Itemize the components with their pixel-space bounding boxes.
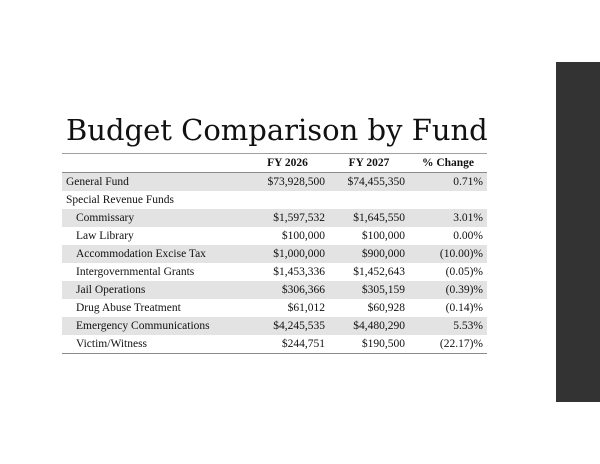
fy2027-value: $1,452,643 [353,266,405,278]
percent-change-value: (10.00)% [409,245,487,263]
fy2027-value: $4,480,290 [329,317,409,335]
fy2027-value [329,191,409,209]
fy2027-value: $100,000 [361,230,405,242]
page-title: Budget Comparison by Fund [66,113,488,147]
fy2027-value: $190,500 [329,335,409,354]
percent-change-value: (0.14)% [445,302,483,314]
fy2027-value: $60,928 [367,302,405,314]
fund-name: Jail Operations [62,281,246,299]
fy2026-value: $1,000,000 [246,245,329,263]
fund-name: General Fund [62,173,246,192]
fy2026-value: $1,597,532 [246,209,329,227]
table-row [62,263,487,281]
fy2026-value: $306,366 [246,281,329,299]
percent-change-value: (0.39)% [409,281,487,299]
fy2026-value: $100,000 [281,230,325,242]
table-row [62,227,487,245]
table-row [62,173,487,192]
fy2027-value: $305,159 [329,281,409,299]
percent-change-value: (22.17)% [409,335,487,354]
table-header-row [62,154,487,173]
side-accent-bar [556,62,600,402]
fund-name: Intergovernmental Grants [76,266,195,278]
percent-change-value: 0.71% [409,173,487,192]
table-row [62,335,487,354]
fund-name: Accommodation Excise Tax [62,245,246,263]
fy2026-value: $73,928,500 [246,173,329,192]
fy2027-value: $900,000 [329,245,409,263]
table-row [62,209,487,227]
header-fy2027: FY 2027 [329,154,409,173]
fund-name: Emergency Communications [62,317,246,335]
fy2026-value: $61,012 [287,302,325,314]
percent-change-value: 5.53% [409,317,487,335]
fund-group-name: Special Revenue Funds [66,194,174,206]
table-row [62,299,487,317]
header-fy2026: FY 2026 [246,154,329,173]
table-row [62,191,487,209]
fy2026-value: $4,245,535 [246,317,329,335]
fund-name: Commissary [62,209,246,227]
fy2027-value: $1,645,550 [329,209,409,227]
table-row [62,281,487,299]
fund-name: Victim/Witness [62,335,246,354]
percent-change-value: 3.01% [409,209,487,227]
table-row [62,245,487,263]
percent-change-value: 0.00% [453,230,483,242]
fy2026-value [246,191,329,209]
fy2027-value: $74,455,350 [329,173,409,192]
fy2026-value: $244,751 [246,335,329,354]
percent-change-value [409,191,487,209]
fund-name: Law Library [76,230,134,242]
header-percent-change: % Change [409,154,487,173]
table-row [62,317,487,335]
header-fund [62,154,246,173]
budget-table [62,153,487,354]
percent-change-value: (0.05)% [445,266,483,278]
fy2026-value: $1,453,336 [273,266,325,278]
fund-name: Drug Abuse Treatment [76,302,181,314]
